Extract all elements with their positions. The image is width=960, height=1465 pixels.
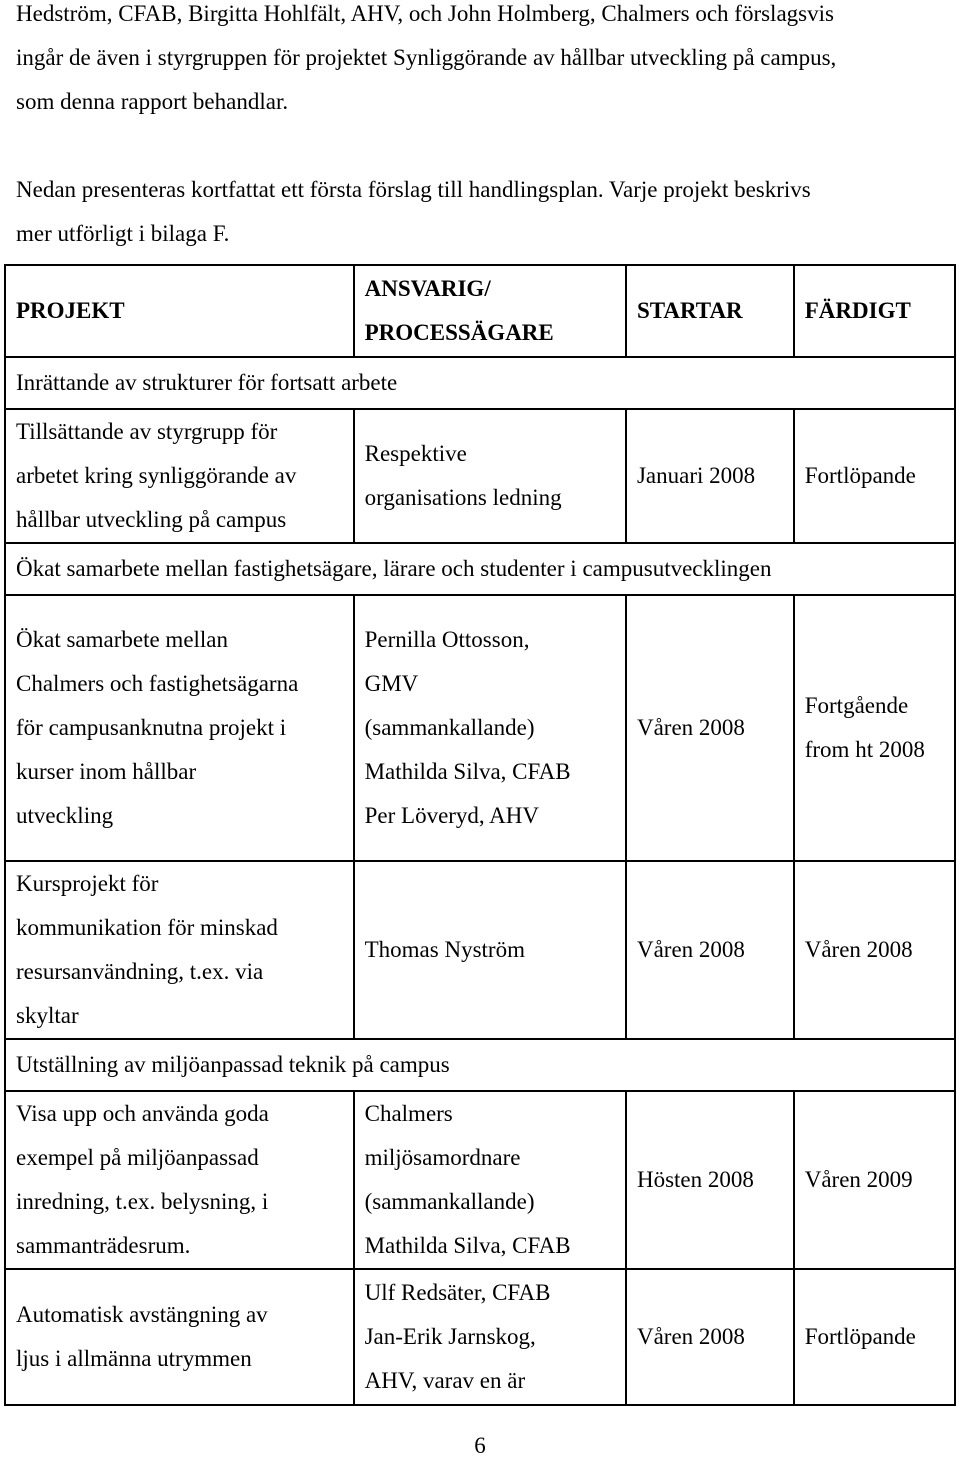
cell-projekt — [5, 1091, 354, 1269]
cell-fardigt — [794, 1091, 955, 1269]
cell-line: Visa upp och använda goda — [16, 1101, 269, 1126]
cell-line: Våren 2008 — [636, 1324, 745, 1349]
cell-line: Chalmers — [364, 1101, 453, 1126]
cell-startar — [626, 1091, 794, 1269]
table-row — [5, 595, 955, 861]
header-ansvarig-line: ANSVARIG/ — [364, 276, 491, 301]
cell-line: skyltar — [16, 1003, 79, 1028]
table-row — [5, 409, 955, 543]
cell-startar — [626, 409, 794, 543]
cell-line: inredning, t.ex. belysning, i — [16, 1189, 269, 1214]
header-fardigt: FÄRDIGT — [794, 265, 955, 357]
section-row — [5, 1039, 955, 1091]
cell-startar — [626, 595, 794, 861]
cell-ansvarig — [354, 595, 626, 861]
cell-line: Respektive — [364, 441, 467, 466]
cell-line: Pernilla Ottosson, — [364, 627, 530, 652]
header-startar: STARTAR — [626, 265, 794, 357]
cell-line: ljus i allmänna utrymmen — [16, 1346, 252, 1371]
table-header-row — [5, 265, 955, 357]
cell-ansvarig — [354, 1091, 626, 1269]
cell-line: Jan-Erik Jarnskog, — [364, 1324, 536, 1349]
cell-projekt — [5, 595, 354, 861]
cell-line: AHV, varav en är — [364, 1368, 526, 1393]
section-title: Ökat samarbete mellan fastighetsägare, lärare och studenter i campusutvecklingen — [5, 543, 955, 595]
cell-line: (sammankallande) — [364, 1189, 535, 1214]
cell-line: GMV — [364, 671, 419, 696]
page-number: 6 — [474, 1433, 486, 1458]
text-line: som denna rapport behandlar. — [16, 89, 289, 114]
cell-line: Per Löveryd, AHV — [364, 803, 539, 828]
cell-line: Våren 2009 — [804, 1167, 913, 1192]
cell-line: Fortgående — [804, 693, 909, 718]
section-row — [5, 543, 955, 595]
cell-line: Kursprojekt för — [16, 871, 159, 896]
cell-line: Automatisk avstängning av — [16, 1302, 268, 1327]
action-plan-table — [4, 264, 956, 1406]
table-row — [5, 1091, 955, 1269]
cell-line: Januari 2008 — [636, 463, 756, 488]
section-title: Utställning av miljöanpassad teknik på campus — [5, 1039, 955, 1091]
cell-line: Thomas Nyström — [364, 937, 525, 962]
header-ansvarig-line: PROCESSÄGARE — [364, 320, 554, 345]
cell-line: kurser inom hållbar — [16, 759, 197, 784]
cell-line: sammanträdesrum. — [16, 1233, 191, 1258]
cell-line: from ht 2008 — [804, 737, 925, 762]
intro-paragraph-1 — [16, 0, 956, 124]
cell-line: Fortlöpande — [804, 463, 916, 488]
cell-fardigt — [794, 409, 955, 543]
cell-projekt — [5, 1269, 354, 1405]
cell-line: miljösamordnare — [364, 1145, 521, 1170]
cell-ansvarig — [354, 409, 626, 543]
table-row — [5, 1269, 955, 1405]
cell-line: för campusanknutna projekt i — [16, 715, 287, 740]
cell-line: Ulf Redsäter, CFAB — [364, 1280, 551, 1305]
cell-line: hållbar utveckling på campus — [16, 507, 287, 532]
cell-line: exempel på miljöanpassad — [16, 1145, 259, 1170]
cell-line: Tillsättande av styrgrupp för — [16, 419, 278, 444]
cell-line: resursanvändning, t.ex. via — [16, 959, 264, 984]
cell-line: Fortlöpande — [804, 1324, 916, 1349]
text-line: Hedström, CFAB, Birgitta Hohlfält, AHV, och John Holmberg, Chalmers och förslagsvis — [16, 1, 834, 26]
cell-line: Våren 2008 — [636, 715, 745, 740]
cell-line: Hösten 2008 — [636, 1167, 754, 1192]
cell-line: kommunikation för minskad — [16, 915, 278, 940]
cell-line: Våren 2008 — [636, 937, 745, 962]
cell-line: Våren 2008 — [804, 937, 913, 962]
cell-fardigt — [794, 861, 955, 1039]
text-line: mer utförligt i bilaga F. — [16, 221, 230, 246]
section-row — [5, 357, 955, 409]
cell-line: Chalmers och fastighetsägarna — [16, 671, 299, 696]
cell-projekt — [5, 861, 354, 1039]
section-title: Inrättande av strukturer för fortsatt arbete — [5, 357, 955, 409]
cell-line: organisations ledning — [364, 485, 562, 510]
intro-paragraph-2 — [16, 168, 956, 256]
cell-line: Mathilda Silva, CFAB — [364, 759, 571, 784]
cell-ansvarig — [354, 1269, 626, 1405]
cell-ansvarig — [354, 861, 626, 1039]
cell-fardigt — [794, 595, 955, 861]
cell-line: Ökat samarbete mellan — [16, 627, 229, 652]
text-line: ingår de även i styrgruppen för projektet Synliggörande av hållbar utveckling på campus, — [16, 45, 837, 70]
table-row — [5, 861, 955, 1039]
cell-line: (sammankallande) — [364, 715, 535, 740]
text-line: Nedan presenteras kortfattat ett första förslag till handlingsplan. Varje projekt beskrivs — [16, 177, 811, 202]
cell-line: arbetet kring synliggörande av — [16, 463, 297, 488]
cell-projekt — [5, 409, 354, 543]
header-projekt: PROJEKT — [5, 265, 354, 357]
table-body — [5, 357, 955, 1405]
cell-startar — [626, 1269, 794, 1405]
header-ansvarig — [354, 265, 626, 357]
cell-fardigt — [794, 1269, 955, 1405]
cell-line: utveckling — [16, 803, 114, 828]
cell-line: Mathilda Silva, CFAB — [364, 1233, 571, 1258]
cell-startar — [626, 861, 794, 1039]
